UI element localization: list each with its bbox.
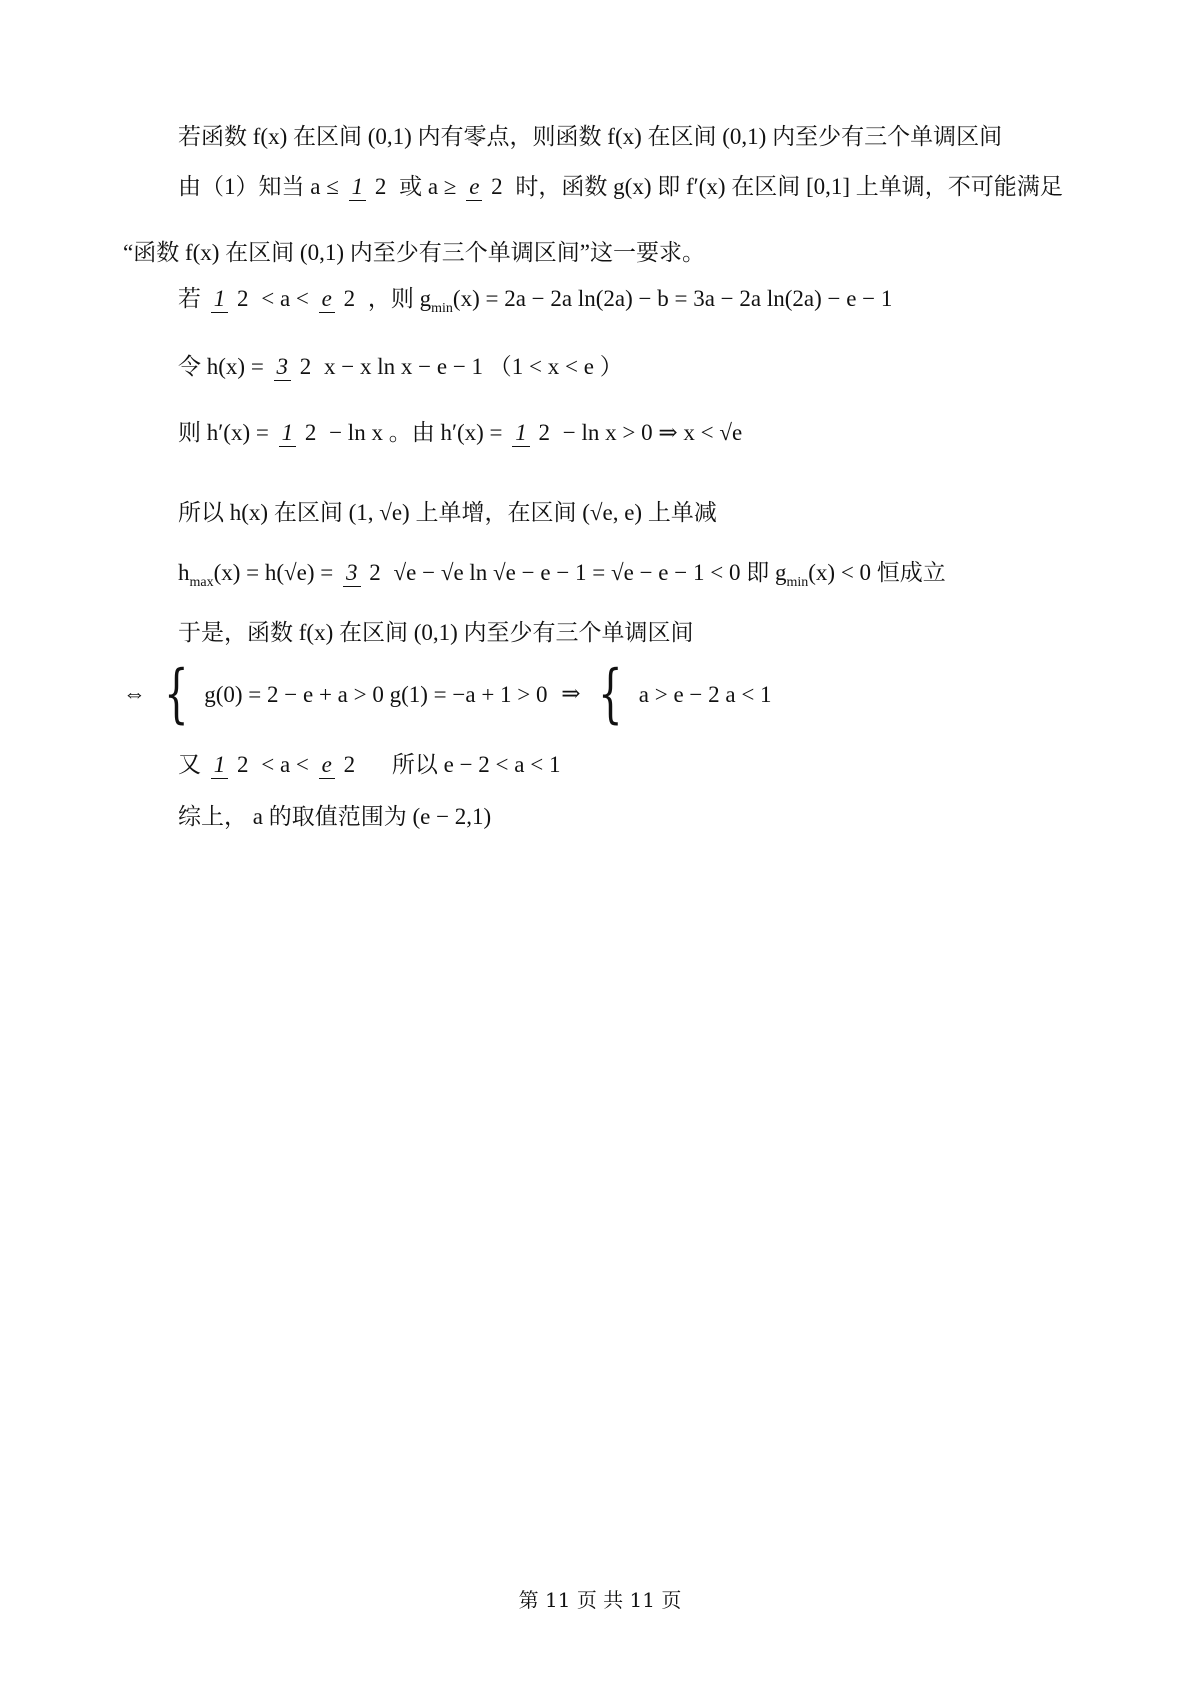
left-brace-icon: { <box>598 657 623 731</box>
text-line-10 <box>123 657 1200 731</box>
text-line-5 <box>178 350 1200 382</box>
system-1-line-a: g(0) = 2 − e + a > 0 <box>204 681 384 707</box>
line-4-text-d: (x) = 2a − 2a ln(2a) − b = 3a − 2a ln(2a) − e − 1 <box>452 285 893 311</box>
fraction <box>274 353 315 381</box>
line-12-text: 综上， a 的取值范围为 (e − 2,1) <box>178 803 492 829</box>
text-line-9 <box>178 616 1200 648</box>
line-2-text-c: 或 <box>399 173 423 199</box>
fraction-numerator: e <box>319 286 335 313</box>
equivalence-symbol: ⇔ <box>123 681 146 706</box>
fraction-numerator: 1 <box>349 174 367 201</box>
line-6-text-c: − ln x > 0 ⇒ x < √e <box>562 419 743 445</box>
line-1-text: 若函数 f(x) 在区间 (0,1) 内有零点，则函数 f(x) 在区间 (0,1) 内至少有三个单调区间 <box>178 123 1003 149</box>
fraction-denominator: 2 <box>304 420 317 446</box>
line-7-text: 所以 h(x) 在区间 (1, √e) 上单增，在区间 (√e, e) 上单减 <box>178 499 717 525</box>
line-5-text-b: x − x ln x − e − 1 （1 < x < e ） <box>324 353 623 379</box>
line-6-text-a: 则 h′(x) = <box>178 419 269 445</box>
line-2-text-a: 由（1）知当 <box>178 173 305 199</box>
line-11-text-a: 又 <box>178 751 201 777</box>
fraction <box>211 751 252 779</box>
fraction-numerator: 3 <box>274 354 292 381</box>
text-line-1 <box>178 120 1200 152</box>
fraction <box>279 419 320 447</box>
fraction-denominator: 2 <box>369 560 381 586</box>
fraction-denominator: 2 <box>299 354 312 380</box>
text-line-2 <box>178 170 1200 202</box>
fraction <box>512 419 553 447</box>
line-8-text-b: (x) = h(√e) = <box>213 559 334 585</box>
text-line-4 <box>178 282 1200 324</box>
fraction-numerator: 1 <box>211 752 229 779</box>
page-footer: 第 11 页 共 11 页 <box>518 1588 682 1612</box>
text-line-8 <box>178 556 1200 598</box>
line-11-text-b: < a < <box>261 751 309 777</box>
fraction-denominator: 2 <box>343 752 356 778</box>
fraction-numerator: 1 <box>211 286 229 313</box>
fraction-denominator: 2 <box>237 286 249 312</box>
fraction-denominator: 2 <box>343 286 356 312</box>
equation-system-1 <box>152 657 548 731</box>
line-3-text: “函数 f(x) 在区间 (0,1) 内至少有三个单调区间”这一要求。 <box>123 239 705 265</box>
fraction <box>466 173 505 201</box>
line-5-text-a: 令 h(x) = <box>178 353 264 379</box>
text-line-11 <box>178 748 1200 780</box>
line-8-text-c: √e − √e ln √e − e − 1 = √e − e − 1 < 0 即 g <box>393 559 787 585</box>
fraction-denominator: 2 <box>374 174 387 200</box>
line-2-text-b: a ≤ <box>310 173 339 199</box>
line-8-text-a: h <box>178 559 190 585</box>
left-brace-icon: { <box>163 657 189 731</box>
fraction <box>319 285 358 313</box>
text-line-6 <box>178 416 1200 448</box>
line-2-text-e: 时，函数 g(x) 即 f′(x) 在区间 [0,1] 上单调，不可能满足 <box>515 173 1063 199</box>
subscript-max: max <box>189 575 214 590</box>
subscript-min: min <box>786 575 809 590</box>
system-2-line-b: a < 1 <box>725 681 772 707</box>
text-line-12 <box>178 800 1200 832</box>
implies-symbol: ⇒ <box>561 681 581 706</box>
fraction-numerator: e <box>466 174 482 201</box>
line-4-text-c: ，则 g <box>367 285 432 311</box>
line-9-text: 于是，函数 f(x) 在区间 (0,1) 内至少有三个单调区间 <box>178 619 694 645</box>
system-2-line-a: a > e − 2 <box>638 681 720 707</box>
line-4-text-a: 若 <box>178 285 201 311</box>
text-line-7 <box>178 496 1200 528</box>
line-11-text-c: 所以 e − 2 < a < 1 <box>391 751 561 777</box>
fraction-numerator: 1 <box>279 420 297 447</box>
fraction-denominator: 2 <box>538 420 551 446</box>
fraction-numerator: 3 <box>343 560 361 587</box>
fraction <box>319 751 358 779</box>
line-8-text-d: (x) < 0 恒成立 <box>808 559 946 585</box>
fraction <box>343 559 384 587</box>
equation-system-2 <box>586 657 772 731</box>
fraction <box>211 285 252 313</box>
system-1-line-b: g(1) = −a + 1 > 0 <box>389 681 548 707</box>
line-2-text-d: a ≥ <box>427 173 457 199</box>
line-4-text-b: < a < <box>261 285 309 311</box>
subscript-min: min <box>431 301 453 316</box>
fraction <box>349 173 390 201</box>
text-line-3 <box>123 236 1200 268</box>
fraction-denominator: 2 <box>491 174 503 200</box>
fraction-denominator: 2 <box>237 752 249 778</box>
fraction-numerator: 1 <box>512 420 530 447</box>
line-6-text-b: − ln x 。由 h′(x) = <box>329 419 503 445</box>
fraction-numerator: e <box>319 752 335 779</box>
